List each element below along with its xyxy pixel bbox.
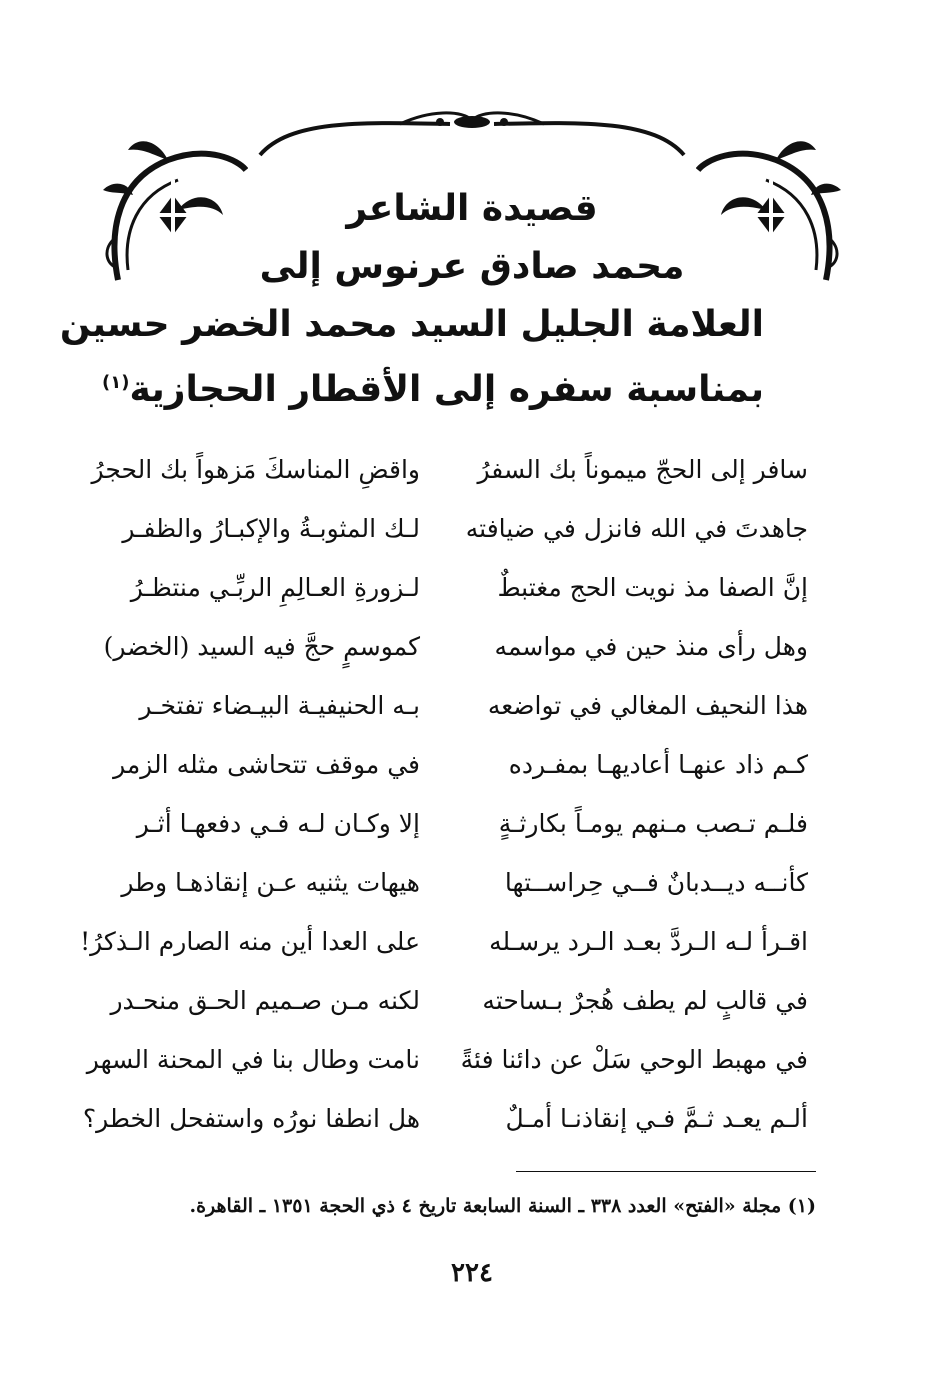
second-hemistich: كموسمٍ حجَّ فيه السيد (الخضر)	[103, 632, 420, 661]
verse-3	[0, 568, 944, 608]
verse-5	[0, 686, 944, 726]
verse-12	[0, 1099, 944, 1139]
second-hemistich: لـك المثوبـةُ والإكبـارُ والظفـر	[122, 514, 420, 543]
title-line-4	[101, 354, 764, 419]
verse-1	[0, 450, 944, 490]
verse-10	[0, 981, 944, 1021]
verse-2	[0, 509, 944, 549]
footnote: (١) مجلة «الفتح» العدد ٣٣٨ ـ السنة السابعة تاريخ ٤ ذي الحجة ١٣٥١ ـ القاهرة.	[189, 1195, 816, 1217]
second-hemistich: في موقف تتحاشى مثله الزمر	[113, 750, 420, 779]
title-line-1: قصيدة الشاعر	[346, 188, 598, 229]
first-hemistich: كـم ذاد عنهـا أعاديهـا بمفـرده	[508, 750, 808, 779]
verse-7	[0, 804, 944, 844]
second-hemistich: بـه الحنيفيـة البيـضاء تفتخـر	[139, 691, 420, 720]
second-hemistich: هل انطفا نورُه واستفحل الخطر؟	[82, 1104, 420, 1133]
second-hemistich: لـزورةِ العـالِمِ الربِّـي منتظـرُ	[130, 573, 420, 602]
title-line-2: محمد صادق عرنوس إلى	[259, 246, 685, 287]
first-hemistich: كأنــه ديــدبانٌ فــي حِراســتها	[504, 868, 808, 897]
first-hemistich: هذا النحيف المغالي في تواضعه	[487, 691, 808, 720]
second-hemistich: نامت وطال بنا في المحنة السهر	[86, 1045, 420, 1074]
verse-11	[0, 1040, 944, 1080]
first-hemistich: في قالبٍ لم يطف هُجرٌ بـساحته	[482, 986, 808, 1015]
first-hemistich: ألـم يعـد ثـمَّ فـي إنقاذنـا أمـلٌ	[505, 1104, 808, 1133]
verse-6	[0, 745, 944, 785]
title-line-4-text: بمناسبة سفره إلى الأقطار الحجازية	[129, 369, 764, 410]
title-line-3: العلامة الجليل السيد محمد الخضر حسين	[59, 304, 764, 345]
first-hemistich: جاهدتَ في الله فانزل في ضيافته	[465, 514, 808, 543]
second-hemistich: إلا وكـان لـه فـي دفعهـا أثـر	[136, 809, 420, 838]
footnote-divider	[516, 1171, 816, 1172]
first-hemistich: اقـرأ لـه الـردَّ بعـد الـرد يرسـله	[489, 927, 808, 956]
footnote-marker: (١)	[101, 372, 130, 393]
first-hemistich: سافر إلى الحجّ ميموناً بك السفرُ	[477, 455, 808, 484]
second-hemistich: هيهات يثنيه عـن إنقاذهـا وطر	[121, 868, 420, 897]
first-hemistich: إنَّ الصفا مذ نويت الحج مغتبطٌ	[497, 573, 808, 602]
verse-9	[0, 922, 944, 962]
verse-8	[0, 863, 944, 903]
poem-title	[59, 180, 764, 419]
first-hemistich: فلـم تـصب مـنهم يومـاً بكارثـةٍ	[498, 809, 808, 838]
verse-4	[0, 627, 944, 667]
second-hemistich: واقضِ المناسكَ مَزهواً بك الحجرُ	[91, 455, 420, 484]
top-arch-ornament	[250, 100, 694, 160]
first-hemistich: في مهبط الوحي سَلْ عن دائنا فئةً	[460, 1045, 808, 1074]
first-hemistich: وهل رأى منذ حين في مواسمه	[494, 632, 808, 661]
second-hemistich: لكنه مـن صـميم الحـق منحـدر	[110, 986, 420, 1015]
second-hemistich: على العدا أين منه الصارم الـذكرُ!	[80, 927, 420, 956]
page-number: ٢٢٤	[451, 1258, 493, 1288]
